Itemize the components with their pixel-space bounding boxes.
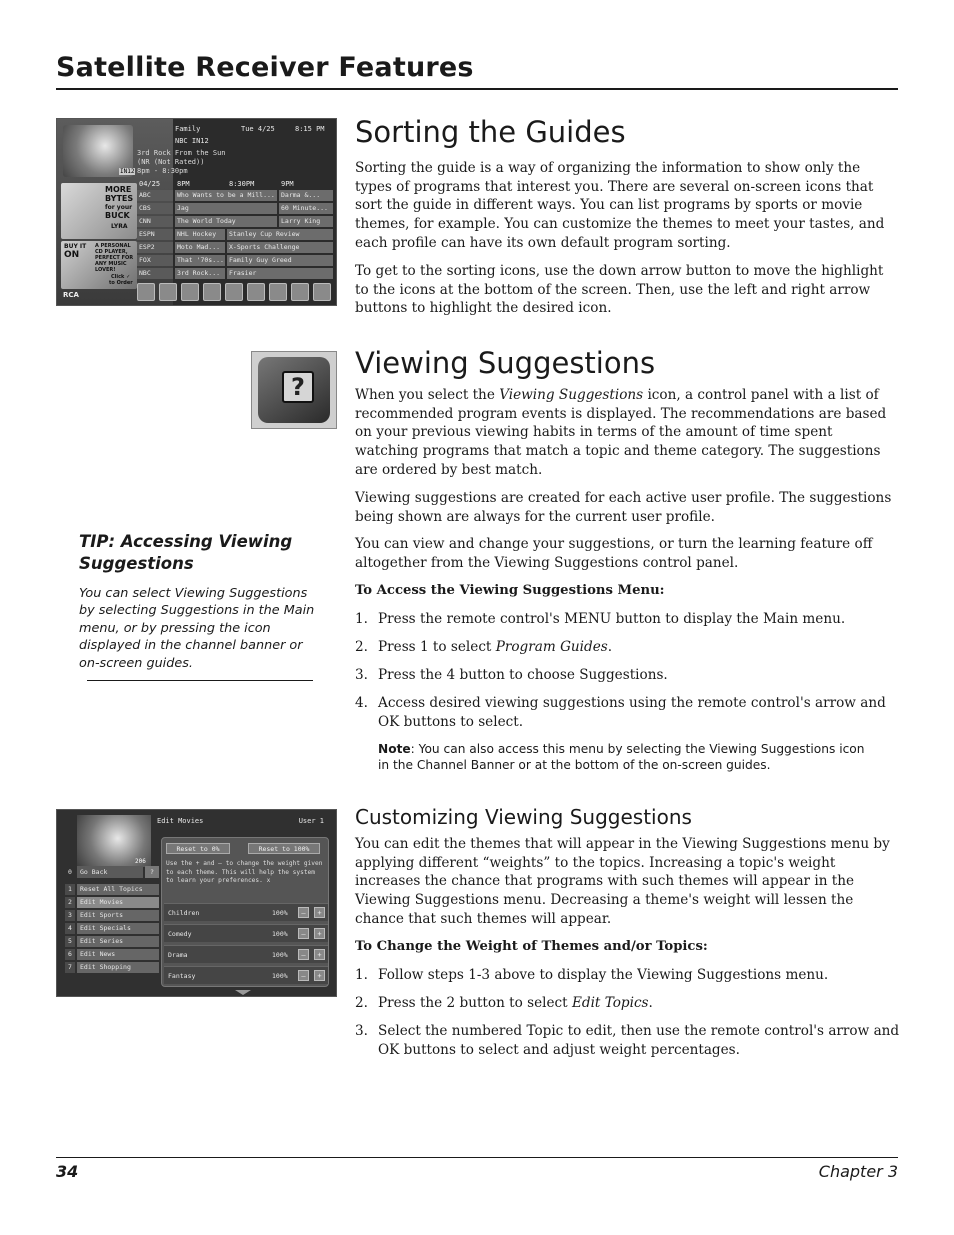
step-text	[378, 638, 900, 657]
step-text-part: .	[607, 639, 613, 655]
ad2-line: LOVER!	[95, 267, 116, 273]
tip-body: You can select Viewing Suggestions by selecting Suggestions in the Main menu, or by pressing the icon displayed in the channel banner or on-screen guides.	[79, 586, 315, 671]
rca-logo: RCA	[63, 291, 79, 299]
ad2-line: PERFECT FOR	[95, 255, 134, 261]
ad1-line: for your	[105, 204, 133, 211]
step-number: 3.	[355, 667, 368, 683]
tip-title: TIP: Accessing Viewing Suggestions	[79, 532, 293, 573]
sort-abc-blocks-icon[interactable]	[269, 283, 287, 301]
increase-button[interactable]: +	[314, 928, 325, 939]
p1-text: icon, a control panel with a list of recommended program events is displayed. The recommendations are based on your previous viewing habits in terms of the amount of time spent watching programs that match a topic and theme category. The suggestions are ordered by best match.	[355, 387, 887, 478]
edit-screen-title: Edit Movies	[157, 817, 204, 825]
step-text-part: .	[648, 995, 653, 1011]
guide-row[interactable]	[137, 268, 333, 279]
ad1-line: LYRA	[111, 223, 128, 230]
sorting-paragraph-1: Sorting the guide is a way of organizing the information to show only the types of programs that interest you. There are several on-screen icons that sort the guide in different ways. You can list programs by sports or movie themes, for example. You can customize the themes to meet your tastes, and each profile can have its own default program sorting.	[355, 160, 885, 251]
theme-percent: 100%	[272, 909, 288, 917]
sort-specials-icon[interactable]	[203, 283, 221, 301]
step-emphasis: Edit Topics	[571, 995, 649, 1011]
info-rating: (NR (Not Rated))	[137, 158, 205, 166]
guide-program[interactable]: 3rd Rock...	[175, 268, 225, 279]
guide-channel: NBC	[137, 268, 173, 279]
guide-top-bar	[173, 123, 335, 143]
decrease-button[interactable]: –	[298, 949, 309, 960]
ad2-line: ANY MUSIC	[95, 261, 127, 267]
topic-menu-item[interactable]	[61, 936, 159, 947]
guide-ad-more-bytes	[61, 183, 137, 239]
customizing-title: Customizing Viewing Suggestions	[355, 805, 692, 829]
guide-program[interactable]: That '70s...	[177, 256, 224, 264]
header-rule	[56, 88, 898, 90]
guide-program[interactable]: The World Today	[175, 216, 277, 227]
guide-row[interactable]	[137, 216, 333, 227]
ad2-line: Click ✓	[111, 274, 131, 280]
help-text: Use the + and – to change the weight given to each theme. This will help the system to learn your preferences.	[166, 860, 323, 884]
menu-label[interactable]: Edit Movies	[77, 897, 159, 908]
go-back-button[interactable]: Go Back	[77, 866, 143, 878]
guide-program[interactable]: Moto Mad...	[175, 242, 225, 253]
menu-number: 5	[65, 936, 75, 947]
note-box	[378, 741, 878, 773]
in12-badge: IN12	[120, 168, 135, 175]
ad1-line: MORE	[105, 185, 132, 194]
viewing-paragraph-2: Viewing suggestions are created for each active user profile. The suggestions being shown are always for the current user profile.	[355, 490, 892, 525]
theme-row	[164, 924, 328, 942]
ad1-line: BUCK	[105, 211, 130, 220]
viewing-paragraph-1	[355, 386, 900, 480]
viewing-title: Viewing Suggestions	[355, 346, 656, 380]
step-number: 4.	[355, 695, 368, 711]
step-emphasis: Program Guides	[495, 639, 608, 655]
decrease-button[interactable]: –	[298, 907, 309, 918]
guide-time-bar	[137, 179, 333, 189]
guide-program[interactable]: NHL Hockey	[175, 229, 225, 240]
increase-button[interactable]: +	[314, 970, 325, 981]
step-number: 1.	[355, 967, 368, 983]
edit-movies-screenshot	[56, 809, 337, 997]
menu-number: 4	[65, 923, 75, 934]
step-text: Follow steps 1-3 above to display the Viewing Suggestions menu.	[378, 967, 829, 983]
edit-screen-user: User 1	[298, 817, 324, 825]
ad1-line: BYTES	[105, 194, 134, 203]
increase-button[interactable]: +	[314, 907, 325, 918]
guide-channel: ESP2	[137, 242, 173, 253]
guide-channel: CBS	[137, 203, 173, 214]
help-button[interactable]: ?	[145, 866, 159, 878]
guide-network: NBC IN12	[175, 137, 209, 145]
slot-label: 8:30PM	[229, 180, 255, 188]
viewing-suggestions-icon	[251, 351, 337, 429]
theme-row	[164, 903, 328, 921]
step-number: 3.	[355, 1023, 368, 1039]
menu-label[interactable]: Reset All Topics	[77, 884, 159, 895]
theme-name: Fantasy	[168, 972, 196, 980]
menu-label[interactable]: Edit Series	[77, 936, 159, 947]
access-menu-subheading: To Access the Viewing Suggestions Menu:	[355, 583, 665, 598]
menu-label[interactable]: Edit Shopping	[77, 962, 159, 973]
guide-program[interactable]: Darma &...	[279, 190, 333, 201]
slot-label: 9PM	[281, 180, 294, 188]
sorting-title: Sorting the Guides	[355, 115, 626, 149]
guide-channel: FOX	[137, 255, 173, 266]
theme-row	[164, 966, 328, 984]
note-label: Note	[378, 742, 411, 756]
ad2-line: BUY IT	[64, 243, 87, 250]
theme-name: Drama	[168, 951, 188, 959]
guide-row[interactable]	[137, 255, 333, 266]
theme-weight-panel	[161, 837, 329, 987]
menu-label[interactable]: Edit Specials	[77, 923, 159, 934]
increase-button[interactable]: +	[314, 949, 325, 960]
guide-program[interactable]: Family Guy Greed	[227, 255, 333, 266]
help-close-icon[interactable]: x	[266, 877, 271, 884]
theme-name: Comedy	[168, 930, 192, 938]
theme-name: Children	[168, 909, 200, 917]
menu-number: 3	[65, 910, 75, 921]
sort-movies-icon[interactable]	[137, 283, 155, 301]
guide-program[interactable]: Frasier	[227, 268, 333, 279]
guide-row[interactable]	[137, 190, 333, 201]
sort-sports-icon[interactable]	[159, 283, 177, 301]
menu-label[interactable]: Edit Sports	[77, 910, 159, 921]
ad2-line: CD PLAYER,	[95, 249, 128, 255]
channel-number: 206	[135, 858, 146, 865]
info-title: 3rd Rock From the Sun	[137, 149, 226, 157]
scroll-down-arrow-icon[interactable]	[235, 990, 251, 995]
menu-label[interactable]: Edit News	[77, 949, 159, 960]
step-text	[378, 994, 900, 1013]
step-number: 2.	[355, 639, 368, 655]
guide-row[interactable]	[137, 242, 333, 253]
guide-channel: ABC	[137, 190, 173, 201]
guide-program[interactable]: X-Sports Challenge	[227, 242, 333, 253]
step-text-part: Press 1 to select	[378, 639, 496, 655]
customizing-paragraph: You can edit the themes that will appear in the Viewing Suggestions menu by applying different “weights” to the topics. Increasing a topic's weight increases the chance that programs with such themes will appear in the Viewing Suggestions menu. Decreasing a theme's weight will lessen the chance that such themes will appear.	[355, 836, 890, 927]
step-text: Press the 4 button to choose Suggestions.	[378, 667, 668, 683]
go-back-row[interactable]	[61, 866, 159, 878]
topic-menu-item[interactable]	[61, 884, 159, 895]
menu-number: 1	[65, 884, 75, 895]
decrease-button[interactable]: –	[298, 970, 309, 981]
note-text: : You can also access this menu by selecting the Viewing Suggestions icon in the Channel Banner or at the bottom of the on-screen guides.	[378, 742, 865, 772]
topic-menu-item[interactable]	[61, 910, 159, 921]
guide-row[interactable]	[137, 203, 333, 214]
step-text-part: Press the 2 button to select	[378, 995, 572, 1011]
topic-menu-item[interactable]	[61, 962, 159, 973]
menu-number: 2	[65, 897, 75, 908]
guide-date: Tue 4/25	[241, 125, 275, 133]
ad2-line: to Order	[109, 280, 133, 286]
icon-background	[258, 357, 330, 423]
sort-all-icon[interactable]	[313, 283, 331, 301]
topic-menu-item[interactable]	[61, 949, 159, 960]
slot-label: 8PM	[177, 180, 190, 188]
sorting-paragraph-2: To get to the sorting icons, use the down arrow button to move the highlight to the icons at the bottom of the screen. Then, use the left and right arrow buttons to highlight the desired icon.	[355, 263, 884, 317]
menu-number: 7	[65, 962, 75, 973]
weight-help-text	[166, 860, 326, 886]
reset-to-100-button[interactable]: Reset to 100%	[248, 843, 320, 854]
step-text: Access desired viewing suggestions using the remote control's arrow and OK buttons to select.	[378, 695, 886, 730]
chapter-label: Chapter 3	[818, 1162, 898, 1181]
guide-time: 8:15 PM	[295, 125, 325, 133]
viewing-paragraph-3: You can view and change your suggestions, or turn the learning feature off altogether from the Viewing Suggestions control panel.	[355, 536, 873, 571]
step-text: Select the numbered Topic to edit, then use the remote control's arrow and OK buttons to select and adjust weight percentages.	[378, 1023, 900, 1058]
change-weight-subheading: To Change the Weight of Themes and/or Topics:	[355, 939, 708, 954]
guide-profile: Family	[175, 125, 201, 133]
sort-series-icon[interactable]	[225, 283, 243, 301]
guide-channel: ESPN	[137, 229, 173, 240]
guide-program[interactable]: Who Wants to be a Mill...	[175, 190, 277, 201]
step-text: Press the remote control's MENU button to display the Main menu.	[378, 611, 846, 627]
topic-menu-item[interactable]	[61, 923, 159, 934]
guide-channel: CNN	[137, 216, 173, 227]
theme-row	[164, 945, 328, 963]
guide-date-col: 04/25	[139, 180, 161, 188]
reset-to-0-button[interactable]: Reset to 0%	[166, 843, 230, 854]
section-header: Satellite Receiver Features	[56, 52, 474, 83]
decrease-button[interactable]: –	[298, 928, 309, 939]
ad2-line: A PERSONAL	[95, 243, 131, 249]
menu-number: 6	[65, 949, 75, 960]
footer-rule	[56, 1157, 898, 1158]
go-back-number: 0	[68, 868, 72, 876]
p1-text: When you select the	[355, 387, 500, 403]
ad2-line: ON	[64, 250, 80, 260]
guide-sort-icons	[137, 283, 333, 303]
guide-program[interactable]: Jag	[175, 203, 277, 214]
guide-program[interactable]: Stanley Cup Review	[227, 229, 333, 240]
guide-program-info	[137, 149, 333, 176]
step-number: 1.	[355, 611, 368, 627]
guide-row[interactable]	[137, 229, 333, 240]
info-time: 8pm - 8:30pm	[137, 167, 188, 175]
page-number: 34	[56, 1162, 79, 1181]
guide-program[interactable]: Larry King	[279, 216, 333, 227]
tip-rule	[87, 680, 313, 681]
theme-percent: 100%	[272, 972, 288, 980]
step-number: 2.	[355, 995, 368, 1011]
guide-ad-buy-it-on	[61, 241, 137, 289]
p1-emphasis: Viewing Suggestions	[499, 387, 644, 403]
theme-percent: 100%	[272, 951, 288, 959]
sort-down-arrow-icon[interactable]	[247, 283, 265, 301]
sort-suggestions-icon[interactable]	[291, 283, 309, 301]
theme-percent: 100%	[272, 930, 288, 938]
guide-program[interactable]: 60 Minute...	[279, 203, 333, 214]
question-mark-icon: ?	[282, 371, 314, 403]
topic-menu-item[interactable]	[61, 897, 159, 908]
sort-film-reel-icon[interactable]	[181, 283, 199, 301]
program-guide-screenshot	[56, 118, 337, 306]
